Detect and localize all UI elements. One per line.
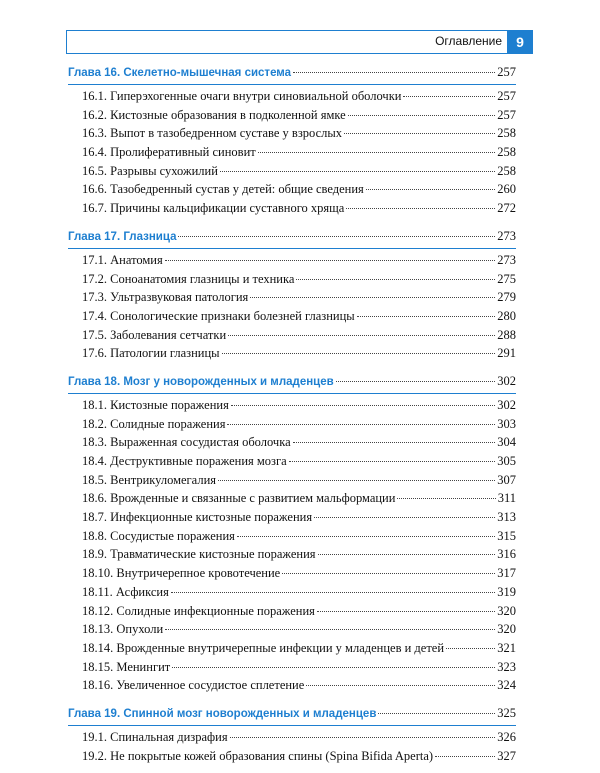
entry-page-number: 280 bbox=[497, 308, 516, 323]
dot-leader bbox=[397, 498, 495, 499]
toc-entry[interactable] bbox=[68, 87, 516, 106]
chapter-divider bbox=[68, 393, 516, 394]
entry-page-number: 258 bbox=[497, 145, 516, 160]
entry-page-number: 320 bbox=[497, 622, 516, 637]
toc-entry[interactable] bbox=[68, 639, 516, 658]
header-page-number: 9 bbox=[507, 30, 533, 54]
dot-leader bbox=[446, 648, 495, 649]
table-of-contents bbox=[68, 62, 516, 773]
entry-title: 19.1. Спинальная дизрафия bbox=[82, 729, 228, 744]
entry-title: 17.5. Заболевания сетчатки bbox=[82, 327, 227, 342]
toc-entry[interactable] bbox=[68, 288, 516, 307]
entry-page-number: 326 bbox=[497, 729, 516, 744]
chapter-divider bbox=[68, 84, 516, 85]
entry-page-number: 258 bbox=[497, 126, 516, 141]
entry-title: 18.11. Асфиксия bbox=[82, 584, 169, 599]
chapter-page-number: 302 bbox=[497, 373, 516, 388]
entry-page-number: 307 bbox=[497, 472, 516, 487]
toc-entry[interactable] bbox=[68, 583, 516, 602]
dot-leader bbox=[296, 279, 495, 280]
chapter-divider bbox=[68, 248, 516, 249]
toc-entry[interactable] bbox=[68, 270, 516, 289]
chapter-divider bbox=[68, 725, 516, 726]
entry-title: 18.9. Травматические кистозные поражения bbox=[82, 547, 316, 562]
chapter-title: Глава 18. Мозг у новорожденных и младенцев bbox=[68, 375, 334, 388]
toc-entry[interactable] bbox=[68, 452, 516, 471]
dot-leader bbox=[178, 236, 495, 237]
toc-entry[interactable] bbox=[68, 199, 516, 218]
entry-page-number: 257 bbox=[497, 89, 516, 103]
entry-page-number: 319 bbox=[497, 584, 516, 599]
entry-page-number: 311 bbox=[497, 491, 516, 506]
dot-leader bbox=[336, 381, 496, 382]
header-title: Оглавление bbox=[435, 34, 502, 48]
dot-leader bbox=[237, 536, 495, 537]
toc-entry[interactable] bbox=[68, 747, 516, 766]
entry-page-number: 272 bbox=[497, 201, 516, 216]
dot-leader bbox=[317, 611, 495, 612]
dot-leader bbox=[314, 517, 495, 518]
entry-page-number: 324 bbox=[497, 678, 516, 693]
entry-title: 16.4. Пролиферативный синовит bbox=[82, 145, 256, 160]
chapter-heading-row[interactable] bbox=[68, 226, 516, 247]
entry-page-number: 258 bbox=[497, 163, 516, 178]
entry-title: 17.3. Ультразвуковая патология bbox=[82, 290, 249, 305]
dot-leader bbox=[220, 171, 495, 172]
entry-page-number: 313 bbox=[497, 510, 516, 525]
entry-title: 16.6. Тазобедренный сустав у детей: общие сведения bbox=[82, 182, 364, 197]
chapter-heading-row[interactable] bbox=[68, 62, 516, 83]
entry-title: 18.4. Деструктивные поражения мозга bbox=[82, 454, 287, 468]
entry-title: 18.2. Солидные поражения bbox=[82, 416, 226, 431]
entry-title: 18.1. Кистозные поражения bbox=[82, 397, 229, 412]
chapter-title: Глава 16. Скелетно-мышечная система bbox=[68, 67, 292, 79]
dot-leader bbox=[378, 713, 495, 714]
dot-leader bbox=[231, 405, 495, 406]
entry-page-number: 323 bbox=[497, 659, 516, 674]
toc-entry[interactable] bbox=[68, 396, 516, 415]
toc-entry[interactable] bbox=[68, 658, 516, 677]
dot-leader bbox=[357, 316, 496, 317]
dot-leader bbox=[403, 96, 495, 97]
entry-page-number: 288 bbox=[497, 327, 516, 342]
chapter-title: Глава 19. Спинной мозг новорожденных и младенцев bbox=[68, 707, 377, 720]
entry-page-number: 302 bbox=[497, 397, 516, 412]
dot-leader bbox=[318, 554, 496, 555]
chapter-heading-row[interactable] bbox=[68, 703, 516, 724]
entry-page-number: 321 bbox=[497, 640, 516, 655]
toc-entry[interactable] bbox=[68, 251, 516, 270]
dot-leader bbox=[230, 737, 496, 738]
dot-leader bbox=[227, 424, 495, 425]
toc-entry[interactable] bbox=[68, 344, 516, 363]
entry-title: 18.6. Врожденные и связанные с развитием мальформации bbox=[82, 491, 396, 506]
dot-leader bbox=[250, 297, 495, 298]
chapter-page-number: 325 bbox=[497, 705, 516, 720]
entry-title: 17.4. Сонологические признаки болезней глазницы bbox=[82, 308, 355, 323]
entry-title: 16.1. Гиперэхогенные очаги внутри синовиальной оболочки bbox=[82, 89, 402, 103]
dot-leader bbox=[171, 592, 495, 593]
entry-title: 17.2. Соноанатомия глазницы и техника bbox=[82, 271, 295, 286]
toc-entry[interactable] bbox=[68, 728, 516, 747]
dot-leader bbox=[344, 133, 495, 134]
dot-leader bbox=[282, 573, 495, 574]
entry-title: 18.5. Вентрикуломегалия bbox=[82, 472, 217, 487]
toc-entry[interactable] bbox=[68, 143, 516, 162]
entry-title: 18.8. Сосудистые поражения bbox=[82, 528, 235, 543]
toc-entry[interactable] bbox=[68, 489, 516, 508]
entry-title: 16.5. Разрывы сухожилий bbox=[82, 163, 218, 178]
entry-title: 18.15. Менингит bbox=[82, 659, 171, 674]
entry-title: 16.3. Выпот в тазобедренном суставе у взрослых bbox=[82, 126, 342, 141]
toc-entry[interactable] bbox=[68, 602, 516, 621]
dot-leader bbox=[306, 685, 495, 686]
entry-page-number: 279 bbox=[497, 290, 516, 305]
toc-entry[interactable] bbox=[68, 106, 516, 125]
entry-page-number: 327 bbox=[497, 748, 516, 763]
toc-entry[interactable] bbox=[68, 307, 516, 326]
toc-chapter bbox=[68, 371, 516, 695]
toc-entry[interactable] bbox=[68, 471, 516, 490]
dot-leader bbox=[165, 260, 496, 261]
toc-chapter bbox=[68, 62, 516, 218]
dot-leader bbox=[293, 72, 495, 73]
entry-title: 18.13. Опухоли bbox=[82, 622, 164, 637]
dot-leader bbox=[258, 152, 496, 153]
toc-entry[interactable] bbox=[68, 527, 516, 546]
chapter-heading-row[interactable] bbox=[68, 371, 516, 392]
entry-title: 18.14. Врожденные внутричерепные инфекции у младенцев и детей bbox=[82, 640, 445, 655]
dot-leader bbox=[289, 461, 496, 462]
entry-page-number: 304 bbox=[497, 435, 516, 450]
toc-entry[interactable] bbox=[68, 508, 516, 527]
dot-leader bbox=[435, 756, 495, 757]
entry-title: 19.2. Не покрытые кожей образования спины (Spina Bifida Aperta) bbox=[82, 748, 434, 763]
toc-entry[interactable] bbox=[68, 545, 516, 564]
entry-title: 18.3. Выраженная сосудистая оболочка bbox=[82, 435, 291, 450]
toc-chapter bbox=[68, 703, 516, 765]
dot-leader bbox=[218, 480, 495, 481]
dot-leader bbox=[165, 629, 495, 630]
running-header bbox=[66, 30, 533, 54]
toc-entry[interactable] bbox=[68, 180, 516, 199]
entry-page-number: 260 bbox=[497, 182, 516, 197]
entry-page-number: 291 bbox=[497, 346, 516, 361]
toc-entry[interactable] bbox=[68, 433, 516, 452]
entry-title: 17.6. Патологии глазницы bbox=[82, 346, 220, 361]
chapter-page-number: 257 bbox=[497, 65, 516, 79]
entry-page-number: 316 bbox=[497, 547, 516, 562]
toc-entry[interactable] bbox=[68, 326, 516, 345]
toc-entry[interactable] bbox=[68, 162, 516, 181]
entry-page-number: 305 bbox=[497, 454, 516, 468]
toc-entry[interactable] bbox=[68, 415, 516, 434]
chapter-page-number: 273 bbox=[497, 228, 516, 243]
entry-title: 18.7. Инфекционные кистозные поражения bbox=[82, 510, 313, 525]
toc-entry[interactable] bbox=[68, 620, 516, 639]
toc-chapter bbox=[68, 226, 516, 363]
dot-leader bbox=[366, 189, 495, 190]
entry-page-number: 257 bbox=[497, 107, 516, 122]
entry-title: 16.7. Причины кальцификации суставного хряща bbox=[82, 201, 345, 216]
chapter-title: Глава 17. Глазница bbox=[68, 230, 177, 243]
entry-title: 18.16. Увеличенное сосудистое сплетение bbox=[82, 678, 305, 693]
entry-page-number: 317 bbox=[497, 566, 516, 581]
dot-leader bbox=[222, 353, 496, 354]
toc-entry[interactable] bbox=[68, 676, 516, 695]
dot-leader bbox=[348, 115, 496, 116]
entry-page-number: 320 bbox=[497, 603, 516, 618]
entry-title: 18.10. Внутричерепное кровотечение bbox=[82, 566, 281, 581]
entry-title: 17.1. Анатомия bbox=[82, 252, 163, 267]
dot-leader bbox=[172, 667, 495, 668]
dot-leader bbox=[293, 442, 496, 443]
entry-page-number: 273 bbox=[497, 252, 516, 267]
toc-entry[interactable] bbox=[68, 564, 516, 583]
entry-title: 18.12. Солидные инфекционные поражения bbox=[82, 603, 315, 618]
toc-entry[interactable] bbox=[68, 124, 516, 143]
entry-title: 16.2. Кистозные образования в подколенной ямке bbox=[82, 107, 346, 122]
entry-page-number: 275 bbox=[497, 271, 516, 286]
entry-page-number: 303 bbox=[497, 416, 516, 431]
dot-leader bbox=[228, 335, 495, 336]
entry-page-number: 315 bbox=[497, 528, 516, 543]
dot-leader bbox=[346, 208, 495, 209]
